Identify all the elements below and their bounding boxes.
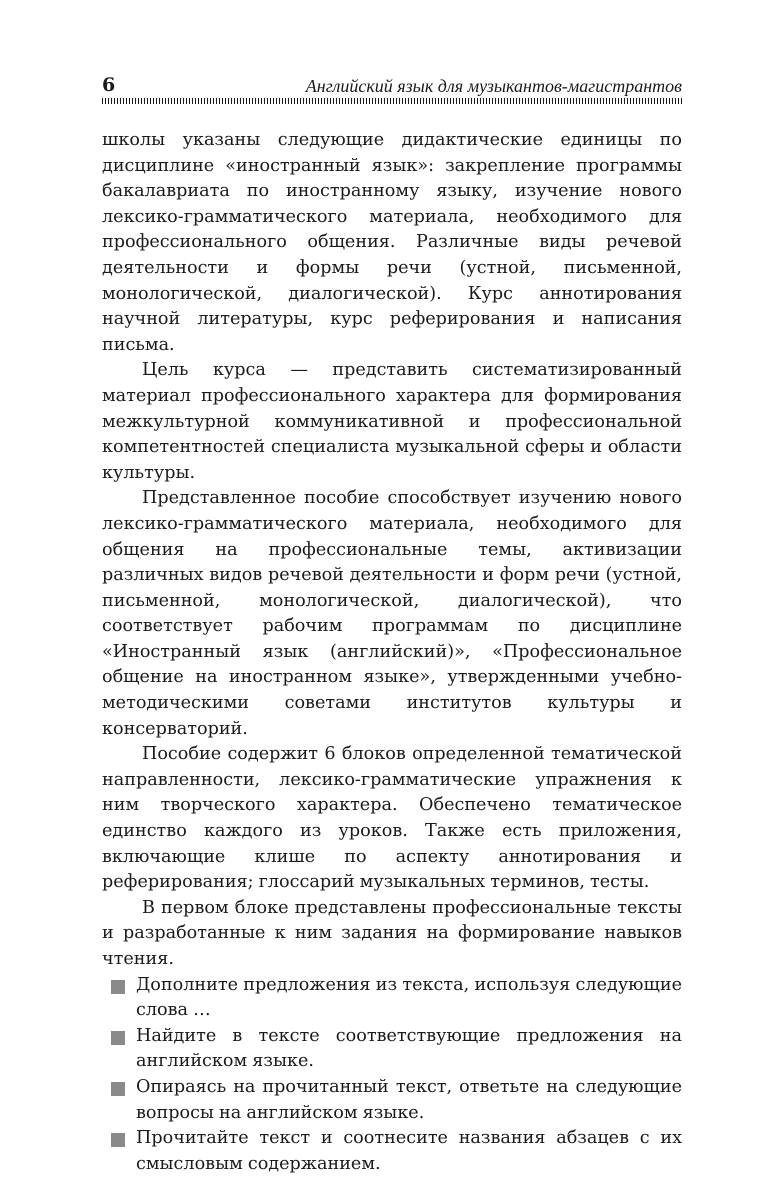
paragraph-continuation: школы указаны следующие дидактические единицы по дисциплине «иностранный язык»: закрепление программы бакалавриата по иностранному языку, изучение нового лексико-грамматического материала, необходимого для профессионального общения. Различные виды речевой деятельности и формы речи (устной, письменной, монологической, диалогической). Курс аннотирования научной литературы, курс реферирования и написания письма. bbox=[102, 130, 682, 355]
square-bullet-icon bbox=[111, 980, 125, 994]
task-list-item bbox=[102, 1075, 682, 1126]
running-title: Английский язык для музыкантов-магистрантов bbox=[305, 76, 682, 96]
paragraph-manual-description: Представленное пособие способствует изучению нового лексико-грамматического материала, необходимого для общения на профессиональные темы, активизации различных видов речевой деятельности и форм речи (устной, письменной, монологической, диалогической), что соответствует рабочим программам по дисциплине «Иностранный язык (английский)», «Профессиональное общение на иностранном языке», утвержденными учебно-методическими советами институтов культуры и консерваторий. bbox=[102, 488, 682, 739]
square-bullet-icon bbox=[111, 1082, 125, 1096]
task-list-item bbox=[102, 1024, 682, 1075]
paragraph-course-goal: Цель курса — представить систематизированный материал профессионального характера для формирования межкультурной коммуникативной и профессиональной компетентностей специалиста музыкальной сферы и области культуры. bbox=[102, 360, 682, 483]
task-list bbox=[102, 973, 682, 1178]
header-rule bbox=[102, 98, 682, 104]
task-text: Опираясь на прочитанный текст, ответьте на следующие вопросы на английском языке. bbox=[136, 1076, 682, 1123]
paragraph-first-block: В первом блоке представлены профессиональные тексты и разработанные к ним задания на формирование навыков чтения. bbox=[102, 897, 682, 969]
page-header bbox=[102, 74, 682, 100]
task-text: Дополните предложения из текста, используя следующие слова … bbox=[136, 974, 682, 1021]
square-bullet-icon bbox=[111, 1133, 125, 1147]
task-text: Найдите в тексте соответствующие предложения на английском языке. bbox=[136, 1025, 682, 1072]
paragraph-manual-contents: Пособие содержит 6 блоков определенной тематической направленности, лексико-грамматические упражнения к ним творческого характера. Обеспечено тематическое единство каждого из уроков. Также есть приложения, включающие клише по аспекту аннотирования и реферирования; глоссарий музыкальных терминов, тесты. bbox=[102, 744, 682, 893]
task-text: Прочитайте текст и соотнесите названия абзацев с их смысловым содержанием. bbox=[136, 1128, 682, 1174]
task-list-item bbox=[102, 1126, 682, 1177]
square-bullet-icon bbox=[111, 1031, 125, 1045]
body-text bbox=[102, 128, 682, 1177]
task-list-item bbox=[102, 973, 682, 1024]
page-number: 6 bbox=[102, 74, 116, 96]
